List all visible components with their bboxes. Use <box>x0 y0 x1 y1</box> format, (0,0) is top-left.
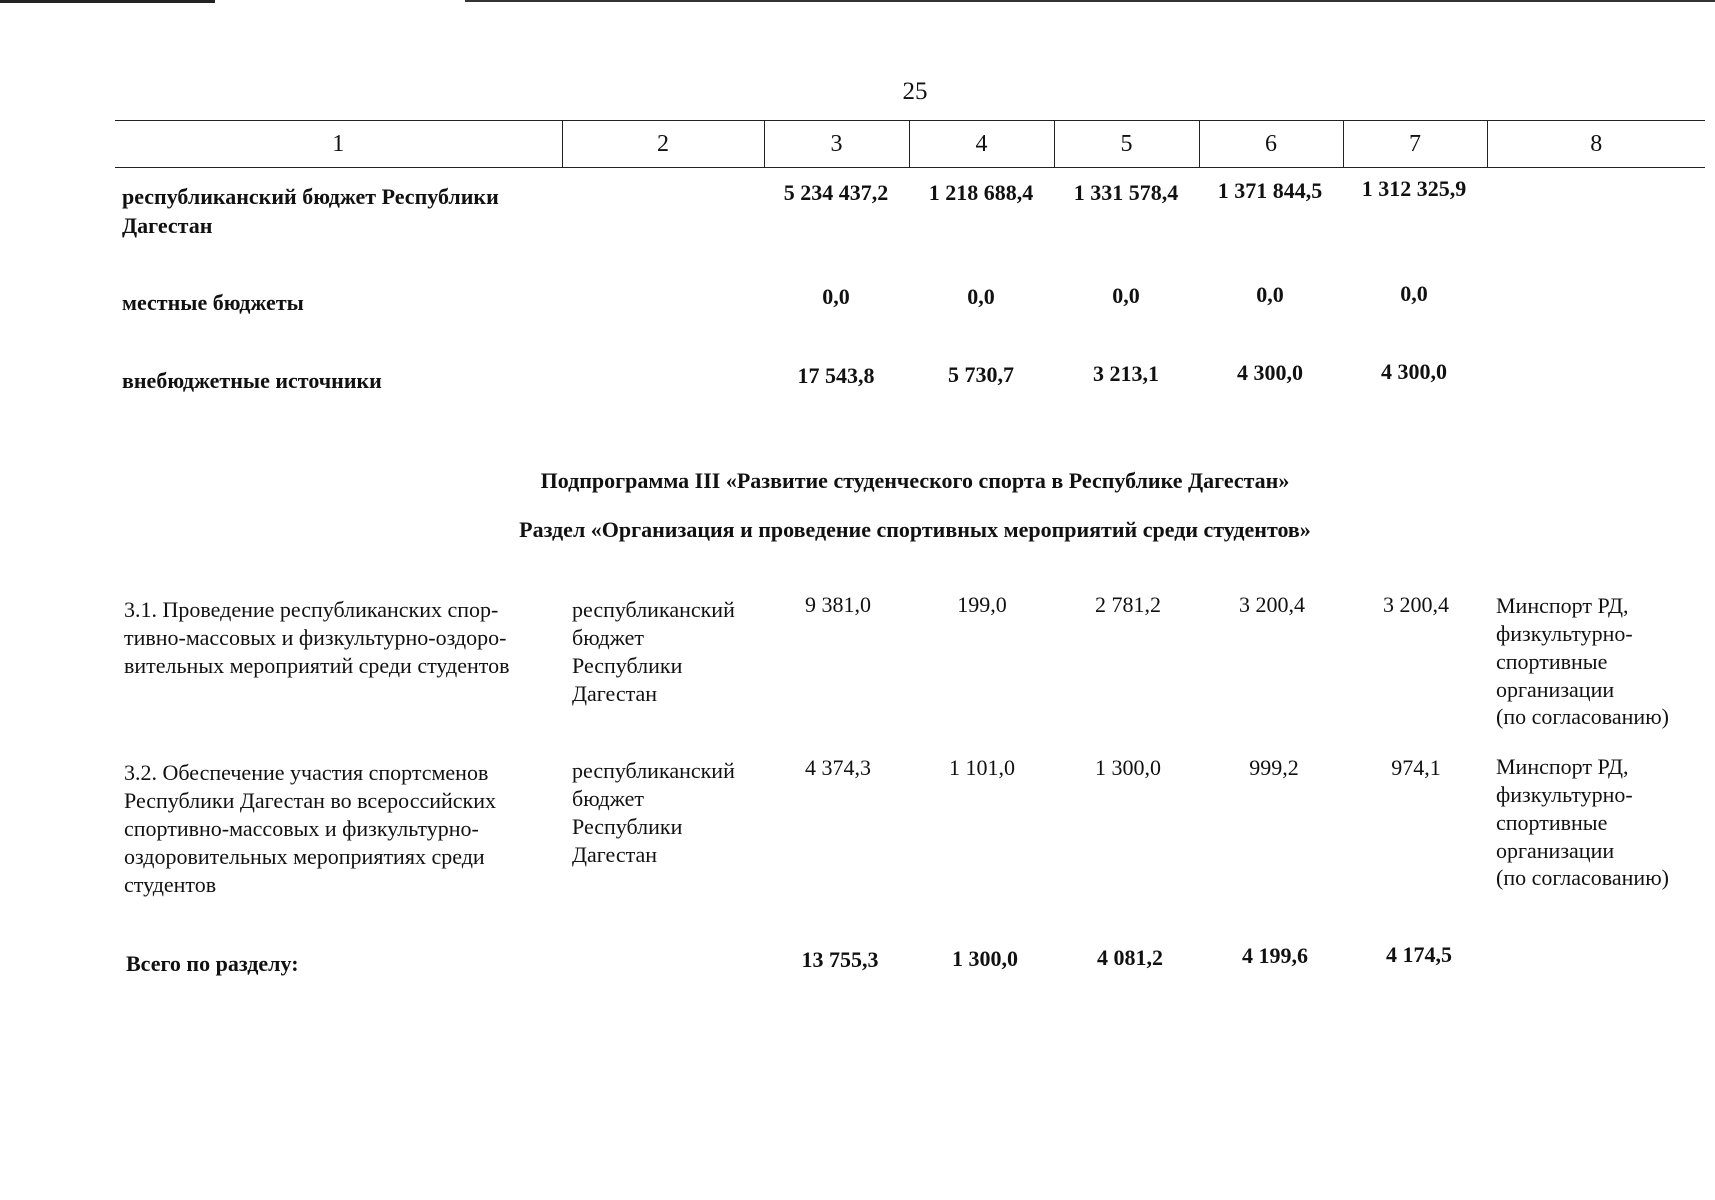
value-cell: 1 312 325,9 <box>1361 176 1467 201</box>
value-cell: 1 300,0 <box>1095 755 1161 780</box>
executor-line: Минспорт РД, <box>1496 754 1629 779</box>
executor-line: физкультурно- <box>1496 782 1633 807</box>
value-cell: 0,0 <box>1400 281 1428 306</box>
row-label: республиканский бюджет Республики <box>122 184 499 209</box>
value-cell: 0,0 <box>822 284 850 309</box>
measure-description-line: тивно-массовых и физкультурно-оздоро- <box>124 625 507 650</box>
value-cell: 4 199,6 <box>1242 943 1308 968</box>
executor-line: Минспорт РД, <box>1496 593 1629 618</box>
measure-description-line: вительных мероприятий среди студентов <box>124 653 510 678</box>
value-cell: 999,2 <box>1249 755 1299 780</box>
executor-line: (по согласованию) <box>1496 704 1669 729</box>
column-header: 7 <box>1343 121 1487 168</box>
value-cell: 1 300,0 <box>952 946 1018 971</box>
page-number: 25 <box>902 78 928 105</box>
row-label: Дагестан <box>122 213 213 238</box>
value-cell: 974,1 <box>1391 755 1441 780</box>
value-cell: 17 543,8 <box>797 363 875 388</box>
executor-line: организации <box>1496 838 1615 863</box>
row-label: местные бюджеты <box>122 290 304 315</box>
column-header-table <box>115 120 1705 168</box>
funding-source-line: республиканский <box>572 758 735 783</box>
value-cell: 1 371 844,5 <box>1217 178 1323 203</box>
executor-line: физкультурно- <box>1496 621 1633 646</box>
funding-source-line: республиканский <box>572 597 735 622</box>
funding-source-line: Дагестан <box>572 681 658 706</box>
measure-description-line: 3.1. Проведение республиканских спор- <box>124 597 499 622</box>
executor-line: (по согласованию) <box>1496 865 1669 890</box>
column-header: 8 <box>1487 121 1705 168</box>
measure-description-line: оздоровительных мероприятиях среди <box>124 844 485 869</box>
value-cell: 1 101,0 <box>949 755 1015 780</box>
total-label: Всего по разделу: <box>126 951 299 976</box>
scan-edge <box>0 0 1715 4</box>
value-cell: 4 081,2 <box>1097 945 1163 970</box>
column-header: 6 <box>1199 121 1343 168</box>
row-label: внебюджетные источники <box>122 368 382 393</box>
section-title: Раздел «Организация и проведение спортивных мероприятий среди студентов» <box>519 517 1311 542</box>
executor-line: спортивные <box>1496 810 1608 835</box>
funding-source-line: бюджет <box>572 625 644 650</box>
scan-edge-line <box>0 0 215 3</box>
value-cell: 5 730,7 <box>948 362 1014 387</box>
measure-description-line: спортивно-массовых и физкультурно- <box>124 816 479 841</box>
value-cell: 0,0 <box>967 284 995 309</box>
executor-line: спортивные <box>1496 649 1608 674</box>
value-cell: 2 781,2 <box>1095 592 1161 617</box>
value-cell: 1 331 578,4 <box>1073 180 1179 205</box>
measure-description-line: студентов <box>124 872 217 897</box>
measure-description-line: 3.2. Обеспечение участия спортсменов <box>124 760 489 785</box>
value-cell: 0,0 <box>1112 283 1140 308</box>
column-header: 4 <box>909 121 1054 168</box>
column-header: 2 <box>562 121 764 168</box>
value-cell: 0,0 <box>1256 282 1284 307</box>
value-cell: 199,0 <box>957 592 1007 617</box>
subprogram-title: Подпрограмма III «Развитие студенческого спорта в Республике Дагестан» <box>540 468 1290 493</box>
executor-line: организации <box>1496 677 1615 702</box>
funding-source-line: Республики <box>572 653 683 678</box>
measure-description-line: Республики Дагестан во всероссийских <box>124 788 497 813</box>
value-cell: 4 374,3 <box>805 755 871 780</box>
column-header: 1 <box>115 121 562 168</box>
value-cell: 1 218 688,4 <box>928 180 1034 205</box>
column-header: 3 <box>764 121 909 168</box>
value-cell: 4 300,0 <box>1237 360 1303 385</box>
value-cell: 4 174,5 <box>1386 942 1452 967</box>
funding-source-line: Республики <box>572 814 683 839</box>
scan-edge-line <box>465 0 1715 2</box>
funding-source-line: Дагестан <box>572 842 658 867</box>
header-row <box>115 121 1705 168</box>
value-cell: 3 200,4 <box>1383 592 1449 617</box>
value-cell: 3 200,4 <box>1239 592 1305 617</box>
column-header: 5 <box>1054 121 1199 168</box>
funding-source-line: бюджет <box>572 786 644 811</box>
value-cell: 4 300,0 <box>1381 359 1447 384</box>
value-cell: 9 381,0 <box>805 592 871 617</box>
value-cell: 13 755,3 <box>801 947 879 972</box>
value-cell: 5 234 437,2 <box>783 180 889 205</box>
value-cell: 3 213,1 <box>1093 361 1159 386</box>
